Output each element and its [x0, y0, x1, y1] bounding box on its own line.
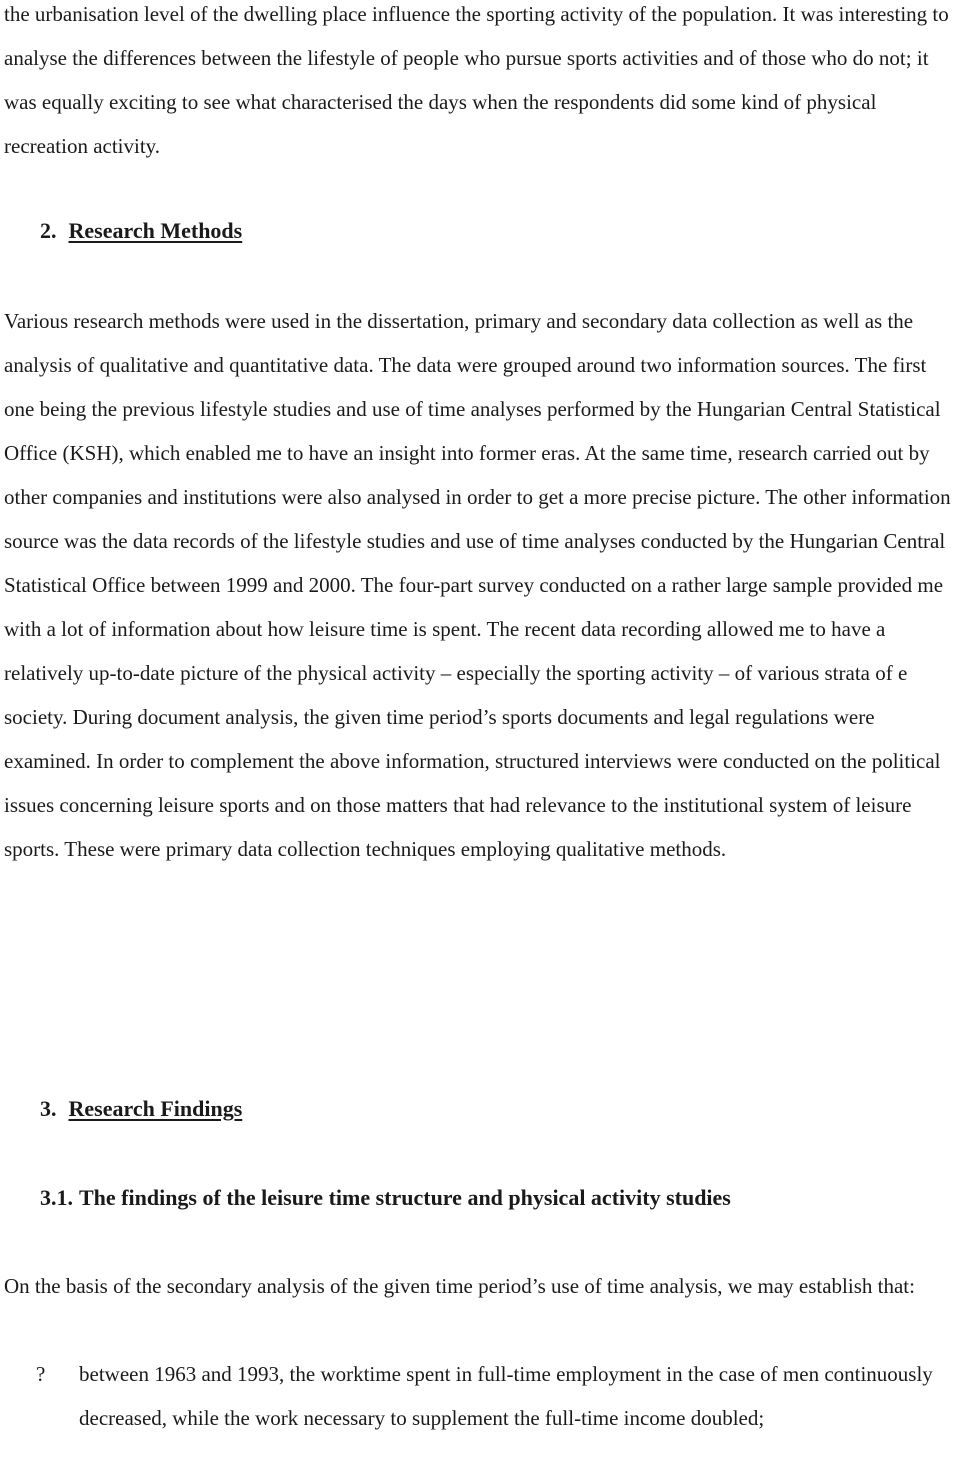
- section-number: 3.: [40, 1096, 57, 1121]
- list-item-text: between 1963 and 1993, the worktime spent in full-time employment in the case of men continuously decreased, while the work necessary to supplement the full-time income doubled;: [79, 1362, 933, 1430]
- section-title: Research Methods: [68, 218, 243, 243]
- section-number: 2.: [40, 218, 57, 243]
- findings-intro-paragraph: On the basis of the secondary analysis of the given time period’s use of time analysis, we may establish that:: [4, 1274, 915, 1298]
- list-item: [4, 1352, 939, 1440]
- research-methods-paragraph: Various research methods were used in the dissertation, primary and secondary data collection as well as the analysis of qualitative and quantitative data. The data were grouped around two information sources. The first one being the previous lifestyle studies and use of time analyses performed by the Hungarian Central Statistical Office (KSH), which enabled me to have an insight into former eras. At the same time, research carried out by other companies and institutions were also analysed in order to get a more precise picture. The other information source was the data records of the lifestyle studies and use of time analyses conducted by the Hungarian Central Statistical Office between 1999 and 2000. The four-part survey conducted on a rather large sample provided me with a lot of information about how leisure time is spent. The recent data recording allowed me to have a relatively up-to-date picture of the physical activity – especially the sporting activity – of various strata of e society. During document analysis, the given time period’s sports documents and legal regulations were examined. In order to complement the above information, structured interviews were conducted on the political issues concerning leisure sports and on those matters that had relevance to the institutional system of leisure sports. These were primary data collection techniques employing qualitative methods.: [4, 309, 951, 861]
- section-heading-research-methods: [40, 216, 242, 246]
- section-title: Research Findings: [68, 1096, 243, 1121]
- subsection-heading-leisure-findings: [40, 1183, 731, 1213]
- intro-paragraph: the urbanisation level of the dwelling place influence the sporting activity of the population. It was interesting to analyse the differences between the lifestyle of people who pursue sports activities and of those who do not; it was equally exciting to see what characterised the days when the respondents did some kind of physical recreation activity.: [4, 2, 949, 158]
- bullet-glyph: ?: [36, 1362, 46, 1386]
- findings-list: [4, 1352, 960, 1440]
- subsection-number: 3.1.: [40, 1185, 73, 1210]
- subsection-title: The findings of the leisure time structure and physical activity studies: [79, 1185, 731, 1210]
- section-heading-research-findings: [40, 1094, 242, 1124]
